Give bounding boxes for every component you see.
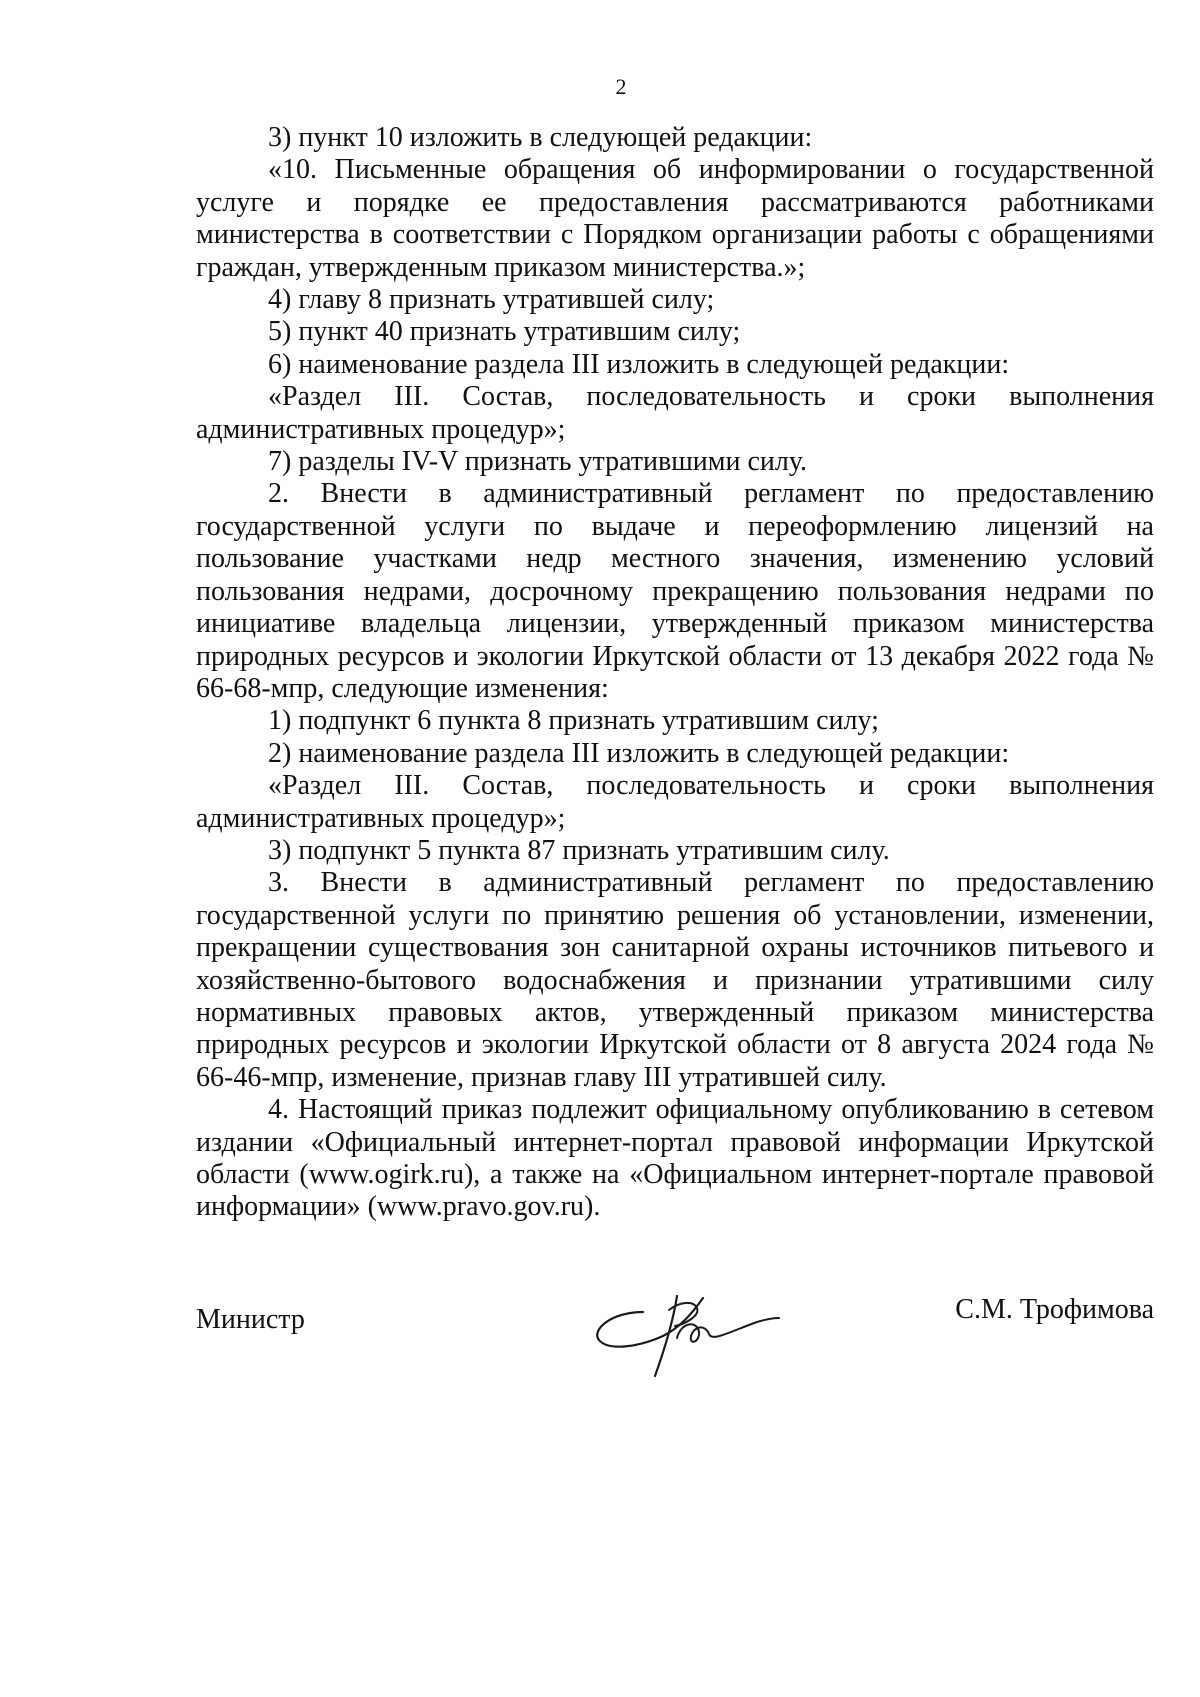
paragraph: 7) разделы IV-V признать утратившими силу. <box>268 446 808 478</box>
paragraph: 4) главу 8 признать утратившей силу; <box>268 284 715 316</box>
paragraph: 3) подпункт 5 пункта 87 признать утратившим силу. <box>268 834 890 866</box>
paragraph: 1) подпункт 6 пункта 8 признать утратившим силу; <box>268 705 879 737</box>
paragraph: «Раздел III. Состав, последовательность и сроки выполнения административных процедур»; <box>196 770 1154 834</box>
handwritten-signature <box>581 1280 781 1380</box>
page-number: 2 <box>615 74 627 99</box>
paragraph: 4. Настоящий приказ подлежит официальному опубликованию в сетевом издании «Официальный интернет-портал правовой информации Иркутской области (www.ogirk.ru), а также на «Официальном интернет-портале правовой информации» (www.pravo.gov.ru). <box>196 1094 1154 1223</box>
signature-block <box>196 1280 1154 1390</box>
paragraph: 5) пункт 40 признать утратившим силу; <box>268 316 741 348</box>
paragraph: 2) наименование раздела III изложить в следующей редакции: <box>268 737 1010 769</box>
paragraph: 3) пункт 10 изложить в следующей редакции: <box>268 122 813 153</box>
paragraph: 6) наименование раздела III изложить в следующей редакции: <box>268 348 1010 380</box>
document-body <box>196 122 1154 1224</box>
paragraph: 3. Внести в административный регламент по предоставлению государственной услуги по принятию решения об установлении, изменении, прекращении существования зон санитарной охраны источников питьевого и хозяйственно-бытового водоснабжения и признании утратившими силу нормативных правовых актов, утвержденный приказом министерства природных ресурсов и экологии Иркутской области от 8 августа 2024 года № 66-46-мпр, изменение, признав главу III утратившей силу. <box>196 867 1154 1093</box>
paragraph: 2. Внести в административный регламент по предоставлению государственной услуги по выдаче и переоформлению лицензий на пользование участками недр местного значения, изменению условий пользования недрами, досрочному прекращению пользования недрами по инициативе владельца лицензии, утвержденный приказом министерства природных ресурсов и экологии Иркутской области от 13 декабря 2022 года № 66-68-мпр, следующие изменения: <box>196 478 1154 704</box>
paragraph: «Раздел III. Состав, последовательность и сроки выполнения административных процедур»; <box>196 381 1154 445</box>
signatory-title: Министр <box>196 1304 305 1335</box>
paragraph: «10. Письменные обращения об информировании о государственной услуге и порядке ее предоставления рассматриваются работниками министерства в соответствии с Порядком организации работы с обращениями граждан, утвержденным приказом министерства.»; <box>196 154 1154 283</box>
signatory-name: С.М. Трофимова <box>955 1294 1154 1325</box>
